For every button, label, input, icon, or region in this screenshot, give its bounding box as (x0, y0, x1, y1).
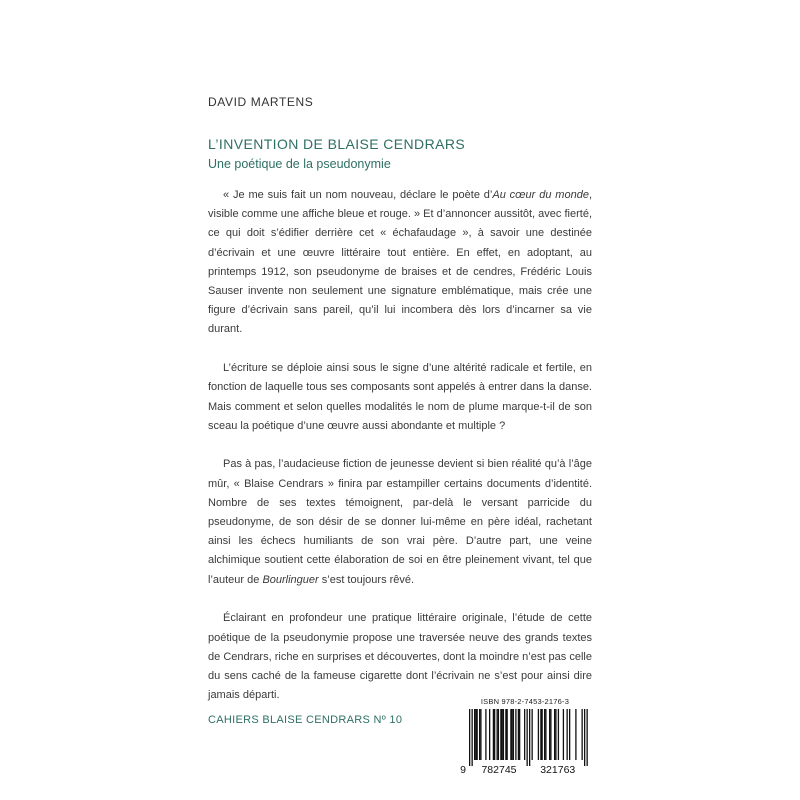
barcode-bar (477, 709, 478, 760)
barcode-bar (474, 709, 475, 760)
barcode-bar (582, 709, 583, 760)
isbn-barcode-block (458, 697, 592, 775)
barcode-bar (584, 709, 585, 766)
barcode-bar (494, 709, 495, 760)
series-label: CAHIERS BLAISE CENDRARS Nº 10 (208, 714, 403, 726)
barcode-digits-right: 321763 (540, 764, 576, 775)
barcode-bar (515, 709, 516, 760)
blurb-paragraph-2: L’écriture se déploie ainsi sous le signe d’une altérité radicale et fertile, en fonction de laquelle tous ses composants sont appelés à entrer dans la danse. Mais comment et selon quelles modalités le nom de plume marque-t-il de son sceau la poétique d’une œuvre aussi abondante et multiple ? (208, 362, 592, 432)
author-name: DAVID MARTENS (208, 95, 314, 109)
barcode-bar (527, 709, 528, 766)
barcode-bar (519, 709, 520, 760)
barcode-bar (493, 709, 494, 760)
barcode-bar (469, 709, 470, 766)
p3-text-after: s’est toujours rêvé. (318, 573, 415, 586)
p1-text-before: « Je me suis fait un nom nouveau, déclare le poète d’ (223, 189, 493, 201)
barcode-bar (500, 709, 501, 760)
isbn-label: ISBN 978-2-7453-2176-3 (480, 697, 570, 706)
barcode-bar (480, 709, 481, 760)
barcode-bar (512, 709, 513, 760)
barcode-bar (529, 709, 530, 766)
barcode-bar (503, 709, 504, 760)
book-title: L’INVENTION DE BLAISE CENDRARS (208, 136, 466, 152)
blurb-paragraph-4: Éclairant en profondeur une pratique littéraire originale, l’étude de cette poétique de la pseudonymie propose une traversée neuve des grands textes de Cendrars, riche en surprises et découvertes, dont la moindre n’est pas celle du sens caché de la fameuse cigarette dont l’écrivain ne s’est pour ainsi dire jamais départi. (208, 612, 592, 702)
barcode-bar (513, 709, 514, 760)
book-subtitle: Une poétique de la pseudonymie (208, 157, 391, 171)
barcode-bar (510, 709, 511, 760)
barcode-bar (563, 709, 564, 760)
barcode-bar (475, 709, 476, 760)
barcode-bar (485, 709, 486, 760)
barcode-bar (540, 709, 541, 760)
barcode-digits-left: 782745 (481, 764, 517, 775)
blurb-paragraph-1 (208, 186, 592, 340)
barcode-bar (497, 709, 498, 760)
barcode-bar (479, 709, 480, 760)
blurb-text (208, 186, 592, 705)
barcode-bar (472, 709, 473, 766)
p1-italic-title: Au cœur du monde (492, 189, 589, 201)
p3-text-before: Pas à pas, l’audacieuse fiction de jeunesse devient si bien réalité qu’à l’âge mûr, « Blaise Cendrars » finira par estampiller certains documents d’identité. Nombre de ses textes témoignent, par-delà le versant parricide du pseudonyme, de son désir de se donner lui-même en père idéal, rachetant ainsi les échecs humiliants de son vrai père. D’autre part, une veine alchimique soutient cette élaboration de soi en être pleinement vivant, tel que l’auteur de (208, 458, 592, 586)
barcode-bar (558, 709, 559, 760)
barcode-bar (555, 709, 556, 760)
barcode-bar (507, 709, 508, 760)
barcode-bar (567, 709, 568, 760)
barcode-bar (489, 709, 490, 760)
barcode-icon (458, 708, 592, 775)
barcode-bar (569, 709, 570, 760)
barcode-bar (550, 709, 551, 760)
barcode-bar (544, 709, 545, 760)
barcode-bar (538, 709, 539, 760)
barcode-bar (554, 709, 555, 760)
barcode-bar (518, 709, 519, 760)
barcode-bar (575, 709, 576, 760)
barcode-bar (505, 709, 506, 760)
p3-italic-title: Bourlinguer (262, 573, 319, 586)
barcode-bar (549, 709, 550, 760)
barcode-bar (498, 709, 499, 760)
barcode-bar (545, 709, 546, 760)
barcode-bar (542, 709, 543, 760)
barcode-bar (587, 709, 588, 766)
blurb-paragraph-3 (208, 455, 592, 589)
p1-text-after: , visible comme une affiche bleue et rouge. » Et d’annoncer aussitôt, avec fierté, ce qui doit s’édifier derrière cet « échafaudage », à savoir une destinée d’écrivain et une œuvre littéraire tout entière. En effet, en adoptant, au printemps 1912, son pseudonyme de braises et de cendres, Frédéric Louis Sauser invente non seulement une signature emblématique, mais crée une figure d’écrivain sans pareil, qu’il lui incombera dès lors d’incarner sa vie durant. (208, 189, 592, 336)
barcode-bar (502, 709, 503, 760)
barcode-bar (532, 709, 533, 760)
barcode-digit-first: 9 (460, 764, 466, 775)
barcode-bar (524, 709, 525, 760)
